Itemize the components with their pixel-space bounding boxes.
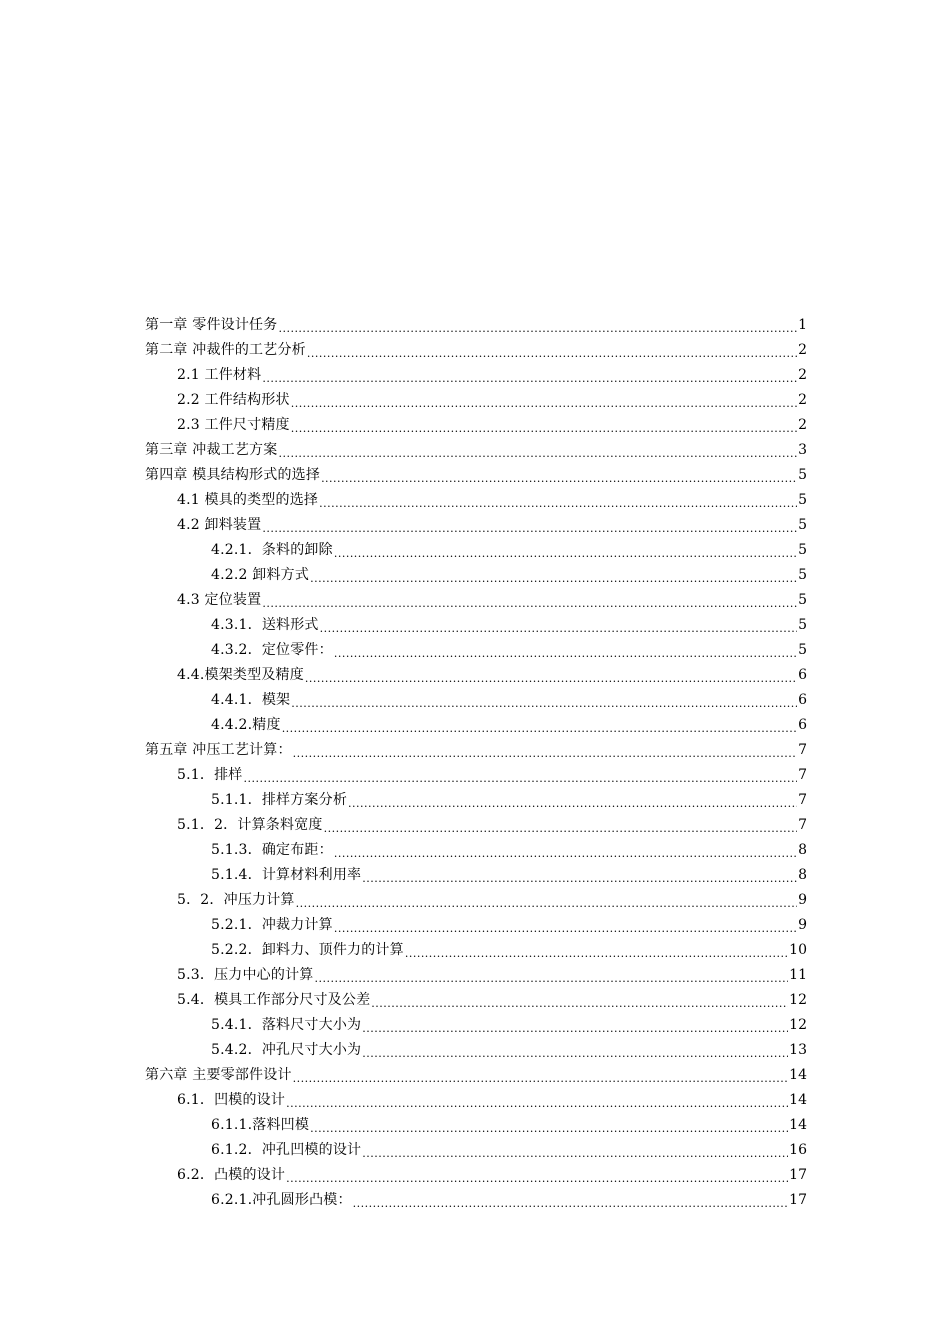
toc-dot-leader bbox=[310, 563, 797, 588]
toc-entry[interactable] bbox=[145, 863, 807, 888]
toc-entry-page-number: 13 bbox=[789, 1042, 807, 1058]
toc-entry[interactable] bbox=[145, 363, 807, 388]
toc-entry-title: 2.2 工件结构形状 bbox=[177, 392, 290, 408]
toc-entry[interactable] bbox=[145, 1063, 807, 1088]
toc-dot-leader bbox=[362, 863, 797, 888]
toc-entry-title: 第四章 模具结构形式的选择 bbox=[145, 467, 321, 483]
toc-dot-leader bbox=[334, 913, 797, 938]
toc-entry-title: 6.2．凸模的设计 bbox=[177, 1167, 286, 1183]
toc-entry-title: 2.3 工件尺寸精度 bbox=[177, 417, 290, 433]
toc-dot-leader bbox=[334, 838, 797, 863]
toc-entry-title: 4.4.2.精度 bbox=[211, 717, 281, 733]
toc-entry-page-number: 17 bbox=[789, 1167, 807, 1183]
toc-entry-page-number: 7 bbox=[798, 792, 807, 808]
toc-dot-leader bbox=[262, 513, 797, 538]
toc-entry-page-number: 11 bbox=[789, 967, 807, 983]
toc-entry-title: 4.3.1．送料形式 bbox=[211, 617, 319, 633]
toc-entry-page-number: 5 bbox=[798, 517, 807, 533]
toc-entry-page-number: 1 bbox=[798, 317, 807, 333]
toc-entry[interactable] bbox=[145, 688, 807, 713]
toc-entry-page-number: 5 bbox=[798, 617, 807, 633]
toc-entry[interactable] bbox=[145, 563, 807, 588]
toc-entry[interactable] bbox=[145, 638, 807, 663]
toc-dot-leader bbox=[282, 713, 797, 738]
toc-entry-page-number: 6 bbox=[798, 692, 807, 708]
toc-entry[interactable] bbox=[145, 963, 807, 988]
toc-entry-title: 5.4.1．落料尺寸大小为 bbox=[211, 1017, 362, 1033]
toc-entry-title: 6.2.1.冲孔圆形凸模： bbox=[211, 1192, 352, 1208]
toc-entry-title: 5.3．压力中心的计算 bbox=[177, 967, 314, 983]
toc-entry[interactable] bbox=[145, 613, 807, 638]
toc-dot-leader bbox=[314, 963, 788, 988]
toc-dot-leader bbox=[353, 1188, 789, 1213]
toc-entry-page-number: 9 bbox=[798, 917, 807, 933]
toc-entry-title: 4.4.1．模架 bbox=[211, 692, 291, 708]
toc-entry-title: 5.2.2．卸料力、顶件力的计算 bbox=[211, 942, 404, 958]
toc-entry-title: 6.1．凹模的设计 bbox=[177, 1092, 286, 1108]
toc-entry-title: 5.4．模具工作部分尺寸及公差 bbox=[177, 992, 371, 1008]
toc-entry-page-number: 14 bbox=[789, 1067, 807, 1083]
toc-entry-page-number: 8 bbox=[798, 842, 807, 858]
toc-dot-leader bbox=[243, 763, 797, 788]
toc-dot-leader bbox=[324, 813, 798, 838]
toc-entry[interactable] bbox=[145, 988, 807, 1013]
toc-entry-title: 5．2．冲压力计算 bbox=[177, 892, 295, 908]
toc-entry[interactable] bbox=[145, 938, 807, 963]
toc-dot-leader bbox=[334, 538, 797, 563]
toc-entry-title: 5.4.2．冲孔尺寸大小为 bbox=[211, 1042, 362, 1058]
toc-dot-leader bbox=[296, 888, 797, 913]
toc-dot-leader bbox=[291, 688, 797, 713]
toc-dot-leader bbox=[310, 1113, 788, 1138]
toc-entry[interactable] bbox=[145, 888, 807, 913]
toc-entry[interactable] bbox=[145, 1113, 807, 1138]
toc-entry-title: 5.1.4．计算材料利用率 bbox=[211, 867, 362, 883]
toc-entry-page-number: 9 bbox=[798, 892, 807, 908]
toc-entry[interactable] bbox=[145, 663, 807, 688]
toc-entry-page-number: 12 bbox=[789, 1017, 807, 1033]
toc-entry-page-number: 10 bbox=[789, 942, 807, 958]
toc-entry-title: 5.2.1．冲裁力计算 bbox=[211, 917, 333, 933]
toc-dot-leader bbox=[371, 988, 788, 1013]
toc-entry-title: 5.1．排样 bbox=[177, 767, 243, 783]
toc-entry-page-number: 16 bbox=[789, 1142, 807, 1158]
toc-dot-leader bbox=[278, 438, 797, 463]
toc-entry[interactable] bbox=[145, 763, 807, 788]
toc-entry-title: 4.3.2．定位零件： bbox=[211, 642, 333, 658]
toc-entry-page-number: 5 bbox=[798, 542, 807, 558]
toc-entry[interactable] bbox=[145, 788, 807, 813]
toc-entry-title: 6.1.1.落料凹模 bbox=[211, 1117, 310, 1133]
toc-dot-leader bbox=[320, 613, 797, 638]
toc-entry-page-number: 6 bbox=[798, 717, 807, 733]
toc-dot-leader bbox=[286, 1163, 788, 1188]
toc-dot-leader bbox=[362, 1038, 788, 1063]
toc-entry-page-number: 2 bbox=[798, 417, 807, 433]
toc-dot-leader bbox=[291, 388, 797, 413]
toc-entry-page-number: 3 bbox=[798, 442, 807, 458]
toc-entry[interactable] bbox=[145, 538, 807, 563]
toc-dot-leader bbox=[319, 488, 797, 513]
toc-entry-page-number: 5 bbox=[798, 467, 807, 483]
toc-dot-leader bbox=[405, 938, 788, 963]
toc-entry-page-number: 7 bbox=[798, 767, 807, 783]
toc-entry[interactable] bbox=[145, 1188, 807, 1213]
toc-entry-title: 第二章 冲裁件的工艺分析 bbox=[145, 342, 306, 358]
toc-dot-leader bbox=[293, 738, 797, 763]
toc-entry[interactable] bbox=[145, 913, 807, 938]
toc-entry[interactable] bbox=[145, 388, 807, 413]
toc-entry[interactable] bbox=[145, 1038, 807, 1063]
toc-entry[interactable] bbox=[145, 313, 807, 338]
toc-entry-page-number: 14 bbox=[789, 1092, 807, 1108]
toc-dot-leader bbox=[321, 463, 797, 488]
toc-entry-page-number: 7 bbox=[798, 742, 807, 758]
toc-dot-leader bbox=[305, 663, 797, 688]
toc-entry-title: 4.1 模具的类型的选择 bbox=[177, 492, 319, 508]
toc-entry-page-number: 5 bbox=[798, 592, 807, 608]
toc-entry-title: 5.1.1．排样方案分析 bbox=[211, 792, 348, 808]
toc-entry-page-number: 2 bbox=[798, 367, 807, 383]
toc-entry-page-number: 5 bbox=[798, 567, 807, 583]
toc-entry-title: 4.2.2 卸料方式 bbox=[211, 567, 310, 583]
toc-entry[interactable] bbox=[145, 813, 807, 838]
toc-dot-leader bbox=[334, 638, 797, 663]
toc-entry-title: 5.1.3．确定布距： bbox=[211, 842, 333, 858]
toc-entry-page-number: 2 bbox=[798, 342, 807, 358]
toc-entry[interactable] bbox=[145, 413, 807, 438]
toc-entry-page-number: 2 bbox=[798, 392, 807, 408]
toc-entry[interactable] bbox=[145, 338, 807, 363]
toc-entry-page-number: 7 bbox=[798, 817, 807, 833]
toc-entry-page-number: 17 bbox=[789, 1192, 807, 1208]
toc-entry-title: 第六章 主要零部件设计 bbox=[145, 1067, 292, 1083]
toc-entry-page-number: 5 bbox=[798, 492, 807, 508]
toc-entry-page-number: 14 bbox=[789, 1117, 807, 1133]
toc-entry-page-number: 8 bbox=[798, 867, 807, 883]
toc-entry-page-number: 5 bbox=[798, 642, 807, 658]
toc-entry-page-number: 6 bbox=[798, 667, 807, 683]
toc-entry[interactable] bbox=[145, 438, 807, 463]
toc-dot-leader bbox=[286, 1088, 788, 1113]
toc-entry[interactable] bbox=[145, 588, 807, 613]
toc-dot-leader bbox=[362, 1013, 788, 1038]
toc-entry-title: 2.1 工件材料 bbox=[177, 367, 262, 383]
toc-entry-title: 第五章 冲压工艺计算： bbox=[145, 742, 292, 758]
toc-entry-title: 4.4.模架类型及精度 bbox=[177, 667, 304, 683]
toc-entry[interactable] bbox=[145, 1088, 807, 1113]
toc-dot-leader bbox=[262, 588, 797, 613]
toc-dot-leader bbox=[291, 413, 797, 438]
toc-entry[interactable] bbox=[145, 713, 807, 738]
toc-entry-title: 4.2.1．条料的卸除 bbox=[211, 542, 333, 558]
toc-entry-title: 5.1．2．计算条料宽度 bbox=[177, 817, 323, 833]
toc-entry[interactable] bbox=[145, 838, 807, 863]
toc-entry[interactable] bbox=[145, 488, 807, 513]
toc-entry[interactable] bbox=[145, 463, 807, 488]
toc-dot-leader bbox=[348, 788, 797, 813]
toc-dot-leader bbox=[262, 363, 797, 388]
table-of-contents bbox=[145, 313, 807, 1213]
toc-dot-leader bbox=[278, 313, 797, 338]
toc-entry-title: 6.1.2．冲孔凹模的设计 bbox=[211, 1142, 362, 1158]
toc-dot-leader bbox=[307, 338, 797, 363]
toc-entry[interactable] bbox=[145, 1138, 807, 1163]
toc-entry[interactable] bbox=[145, 1013, 807, 1038]
toc-entry[interactable] bbox=[145, 1163, 807, 1188]
toc-entry-title: 4.3 定位装置 bbox=[177, 592, 262, 608]
toc-entry[interactable] bbox=[145, 513, 807, 538]
toc-entry-page-number: 12 bbox=[789, 992, 807, 1008]
toc-entry-title: 第三章 冲裁工艺方案 bbox=[145, 442, 278, 458]
toc-entry-title: 4.2 卸料装置 bbox=[177, 517, 262, 533]
toc-dot-leader bbox=[362, 1138, 788, 1163]
toc-entry-title: 第一章 零件设计任务 bbox=[145, 317, 278, 333]
toc-entry[interactable] bbox=[145, 738, 807, 763]
toc-dot-leader bbox=[293, 1063, 789, 1088]
